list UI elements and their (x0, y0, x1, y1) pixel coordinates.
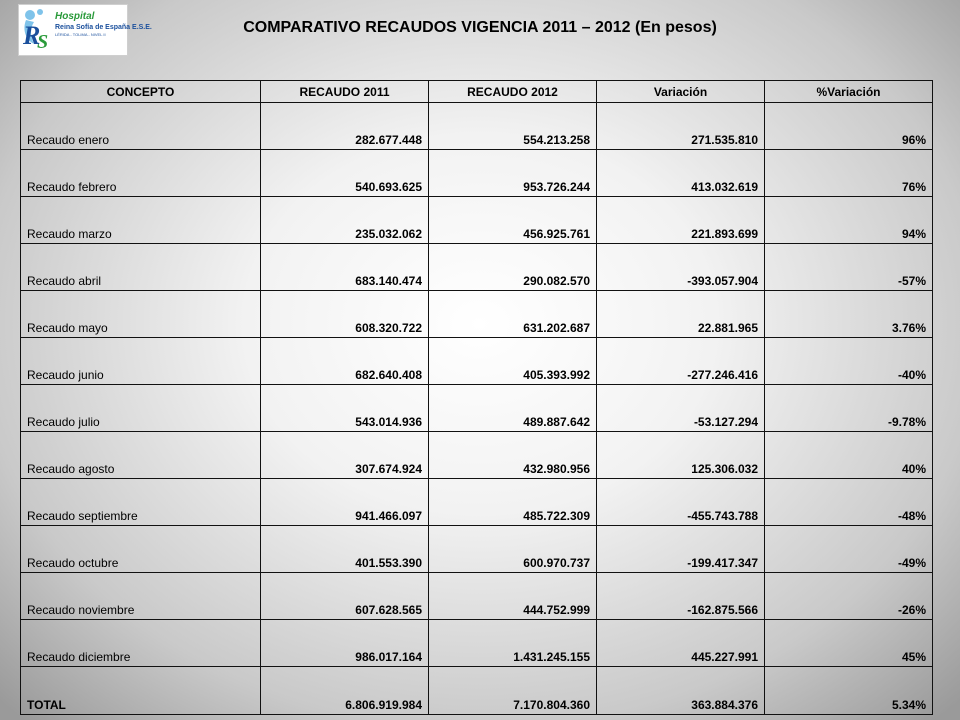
table-row (21, 479, 933, 526)
cell-variacion: 221.893.699 (597, 197, 765, 244)
page-title: COMPARATIVO RECAUDOS VIGENCIA 2011 – 2012 (En pesos) (243, 19, 717, 36)
cell-recaudo-2011: 282.677.448 (261, 103, 429, 150)
column-header-pct-variacion: %Variación (765, 81, 933, 103)
cell-variacion: -53.127.294 (597, 385, 765, 432)
cell-concepto: Recaudo noviembre (21, 573, 261, 620)
cell-recaudo-2011: 683.140.474 (261, 244, 429, 291)
table-row (21, 573, 933, 620)
cell-recaudo-2012: 489.887.642 (429, 385, 597, 432)
cell-variacion: -393.057.904 (597, 244, 765, 291)
cell-pct-variacion: -48% (765, 479, 933, 526)
cell-variacion: 363.884.376 (597, 667, 765, 715)
cell-pct-variacion: 40% (765, 432, 933, 479)
cell-variacion: 125.306.032 (597, 432, 765, 479)
table-row (21, 103, 933, 150)
table-row (21, 432, 933, 479)
cell-variacion: 271.535.810 (597, 103, 765, 150)
column-header-variacion: Variación (597, 81, 765, 103)
column-header-recaudo-2011: RECAUDO 2011 (261, 81, 429, 103)
cell-recaudo-2011: 543.014.936 (261, 385, 429, 432)
hospital-logo-mark (20, 6, 54, 54)
cell-recaudo-2012: 1.431.245.155 (429, 620, 597, 667)
cell-recaudo-2012: 485.722.309 (429, 479, 597, 526)
logo-hospital-text: Hospital (55, 11, 95, 22)
cell-recaudo-2012: 444.752.999 (429, 573, 597, 620)
cell-pct-variacion: 96% (765, 103, 933, 150)
svg-text:R: R (23, 21, 41, 50)
cell-recaudo-2011: 682.640.408 (261, 338, 429, 385)
logo-name-text: Reina Sofía de España E.S.E. (55, 24, 152, 31)
cell-recaudo-2011: 307.674.924 (261, 432, 429, 479)
collections-table (20, 80, 933, 715)
cell-recaudo-2012: 456.925.761 (429, 197, 597, 244)
cell-concepto: Recaudo marzo (21, 197, 261, 244)
cell-variacion: 445.227.991 (597, 620, 765, 667)
cell-variacion: 22.881.965 (597, 291, 765, 338)
cell-pct-variacion: 3.76% (765, 291, 933, 338)
cell-pct-variacion: -9.78% (765, 385, 933, 432)
cell-recaudo-2012: 7.170.804.360 (429, 667, 597, 715)
cell-recaudo-2011: 941.466.097 (261, 479, 429, 526)
cell-recaudo-2011: 235.032.062 (261, 197, 429, 244)
table-row (21, 338, 933, 385)
table-header-row (21, 81, 933, 103)
cell-concepto: Recaudo mayo (21, 291, 261, 338)
cell-pct-variacion: 94% (765, 197, 933, 244)
cell-pct-variacion: -57% (765, 244, 933, 291)
cell-concepto: Recaudo octubre (21, 526, 261, 573)
column-header-concepto: CONCEPTO (21, 81, 261, 103)
cell-concepto: Recaudo agosto (21, 432, 261, 479)
cell-concepto: Recaudo septiembre (21, 479, 261, 526)
cell-recaudo-2012: 290.082.570 (429, 244, 597, 291)
table-row (21, 197, 933, 244)
cell-variacion: -162.875.566 (597, 573, 765, 620)
table-row (21, 291, 933, 338)
cell-variacion: -277.246.416 (597, 338, 765, 385)
cell-recaudo-2012: 405.393.992 (429, 338, 597, 385)
cell-pct-variacion: 45% (765, 620, 933, 667)
logo-subtitle-text: LÉRIDA - TOLIMA - NIVEL II (55, 32, 106, 37)
cell-pct-variacion: 5.34% (765, 667, 933, 715)
cell-recaudo-2012: 432.980.956 (429, 432, 597, 479)
table-body (21, 103, 933, 715)
hospital-logo (18, 4, 152, 56)
cell-concepto: Recaudo febrero (21, 150, 261, 197)
cell-recaudo-2012: 631.202.687 (429, 291, 597, 338)
cell-pct-variacion: 76% (765, 150, 933, 197)
cell-recaudo-2011: 607.628.565 (261, 573, 429, 620)
cell-concepto: Recaudo diciembre (21, 620, 261, 667)
cell-concepto: Recaudo abril (21, 244, 261, 291)
cell-pct-variacion: -26% (765, 573, 933, 620)
table-row (21, 526, 933, 573)
column-header-recaudo-2012: RECAUDO 2012 (429, 81, 597, 103)
cell-recaudo-2011: 401.553.390 (261, 526, 429, 573)
cell-recaudo-2011: 6.806.919.984 (261, 667, 429, 715)
cell-pct-variacion: -40% (765, 338, 933, 385)
cell-recaudo-2012: 600.970.737 (429, 526, 597, 573)
cell-concepto: Recaudo enero (21, 103, 261, 150)
table-total-row (21, 667, 933, 715)
table-row (21, 244, 933, 291)
table-row (21, 150, 933, 197)
cell-recaudo-2011: 540.693.625 (261, 150, 429, 197)
cell-concepto: Recaudo junio (21, 338, 261, 385)
cell-recaudo-2011: 986.017.164 (261, 620, 429, 667)
cell-variacion: 413.032.619 (597, 150, 765, 197)
cell-variacion: -455.743.788 (597, 479, 765, 526)
cell-pct-variacion: -49% (765, 526, 933, 573)
svg-text:S: S (37, 31, 49, 53)
cell-recaudo-2011: 608.320.722 (261, 291, 429, 338)
cell-concepto: TOTAL (21, 667, 261, 715)
table-row (21, 620, 933, 667)
cell-concepto: Recaudo julio (21, 385, 261, 432)
cell-recaudo-2012: 953.726.244 (429, 150, 597, 197)
table-row (21, 385, 933, 432)
cell-variacion: -199.417.347 (597, 526, 765, 573)
cell-recaudo-2012: 554.213.258 (429, 103, 597, 150)
